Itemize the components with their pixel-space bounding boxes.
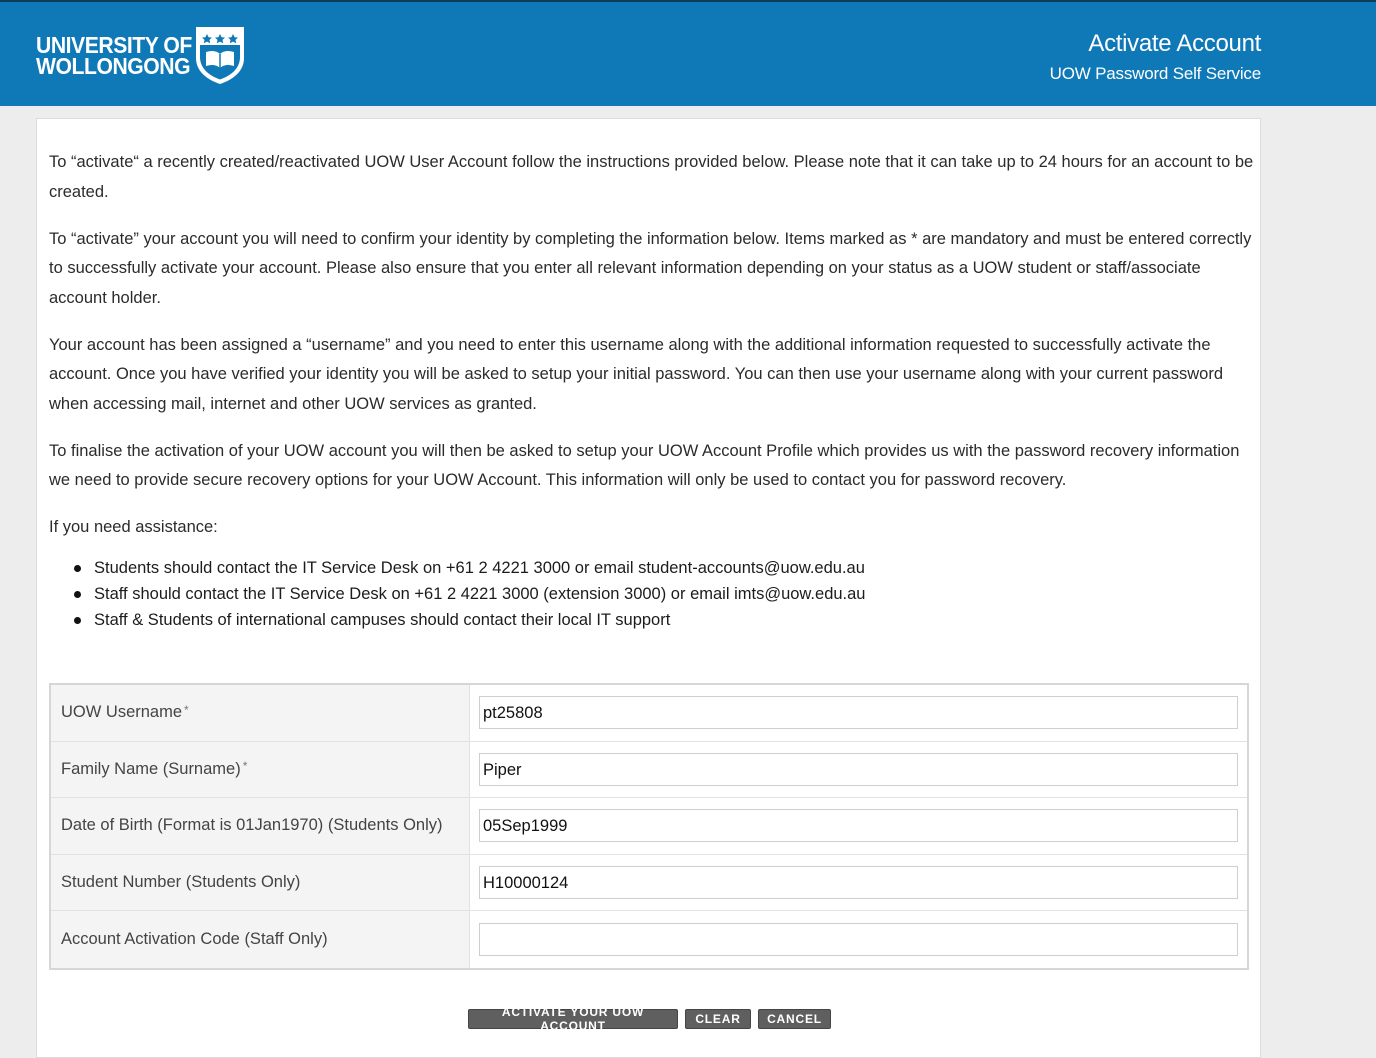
student-number-label [51, 855, 470, 911]
username-label-text: UOW Username [61, 703, 183, 722]
surname-label [51, 742, 470, 798]
student-number-label-text: Student Number (Students Only) [61, 872, 301, 891]
activation-form [49, 683, 1249, 970]
logo-line-2: WOLLONGONG [36, 53, 191, 79]
activation-code-input-cell [470, 911, 1247, 968]
header-titles [1050, 30, 1261, 86]
required-marker: * [242, 759, 248, 774]
username-input[interactable] [479, 696, 1238, 729]
form-row-username [51, 685, 1247, 742]
assistance-heading: If you need assistance: [49, 518, 218, 536]
page-subtitle: UOW Password Self Service [1049, 64, 1261, 83]
main-panel [36, 118, 1261, 1058]
dob-label-text: Date of Birth (Format is 01Jan1970) (Students Only) [61, 816, 443, 835]
username-input-cell [470, 685, 1247, 741]
surname-input-cell [470, 742, 1247, 798]
form-actions [468, 1005, 831, 1033]
form-row-student-number [51, 855, 1247, 912]
cancel-button[interactable]: CANCEL [758, 1009, 831, 1029]
activate-account-button[interactable]: ACTIVATE YOUR UOW ACCOUNT [468, 1009, 678, 1029]
student-number-input-cell [470, 855, 1247, 911]
logo-line-1: UNIVERSITY OF [36, 32, 192, 58]
required-marker: * [184, 702, 189, 717]
surname-input[interactable] [479, 753, 1238, 786]
activation-code-input[interactable] [479, 923, 1238, 956]
assistance-list [49, 555, 1254, 633]
instructions [49, 148, 1254, 633]
intro-paragraph-1: To “activate“ a recently created/reactivated UOW User Account follow the instructions provided below. Please note that it can take up to 24 hours for an account to be created. [49, 153, 1254, 201]
intro-paragraph-4: To finalise the activation of your UOW account you will then be asked to setup your UOW Account Profile which provides us with the password recovery information we need to provide secure recovery options for your UOW Account. This information will only be used to contact you for password recovery. [49, 441, 1240, 489]
form-row-surname [51, 742, 1247, 799]
surname-label-text: Family Name (Surname) [61, 759, 241, 778]
intro-paragraph-3: Your account has been assigned a “username” and you need to enter this username along with the additional information requested to successfully activate the account. Once you have verified your identity you will be asked to setup your initial password. You can then use your username along with your current password when accessing mail, internet and other UOW services as granted. [49, 335, 1223, 413]
dob-input[interactable] [479, 809, 1238, 842]
dob-input-cell [470, 798, 1247, 854]
form-row-dob [51, 798, 1247, 855]
page-title: Activate Account [1088, 30, 1261, 57]
username-label [51, 685, 470, 741]
assistance-item-international: Staff & Students of international campuses should contact their local IT support [94, 607, 1254, 633]
intro-paragraph-2: To “activate” your account you will need to confirm your identity by completing the information below. Items marked as * are mandatory and must be entered correctly to successfully activate your account. Please also ensure that you enter all relevant information depending on your status as a UOW student or staff/associate account holder. [49, 229, 1252, 307]
student-number-input[interactable] [479, 866, 1238, 899]
clear-button[interactable]: CLEAR [685, 1009, 751, 1029]
activation-code-label-text: Account Activation Code (Staff Only) [61, 929, 328, 948]
logo-wordmark [36, 32, 192, 79]
crest-icon [192, 24, 248, 86]
activation-code-label [51, 911, 470, 968]
assistance-item-staff: Staff should contact the IT Service Desk on +61 2 4221 3000 (extension 3000) or email imts@uow.edu.au [94, 581, 1254, 607]
dob-label [51, 798, 470, 854]
assistance-item-students: Students should contact the IT Service Desk on +61 2 4221 3000 or email student-accounts@uow.edu.au [94, 555, 1254, 581]
university-logo[interactable] [36, 24, 205, 88]
form-row-activation-code [51, 911, 1247, 968]
site-header [0, 0, 1376, 106]
